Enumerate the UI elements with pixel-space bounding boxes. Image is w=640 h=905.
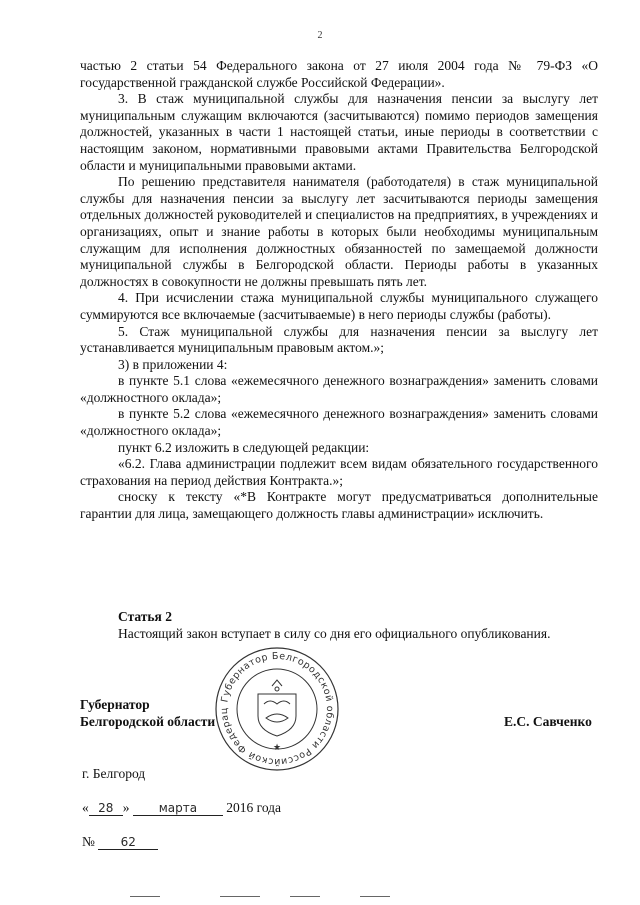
paragraph: в пункте 5.1 слова «ежемесячного денежного вознаграждения» заменить словами «должностного оклада»; <box>80 373 598 405</box>
paragraph: 4. При исчислении стажа муниципальной службы муниципального служащего суммируются все включаемые (засчитываемые) в него периоды службы (работы). <box>80 290 598 322</box>
page-number: 2 <box>317 30 323 41</box>
official-seal <box>214 646 340 772</box>
place-of-signing: г. Белгород <box>82 766 146 781</box>
coat-of-arms-icon <box>258 680 296 736</box>
signatory-title <box>80 696 215 730</box>
paragraph: 3. В стаж муниципальной службы для назначения пенсии за выслугу лет муниципальным служащим включаются (засчитываются) помимо периодов замещения должностей, указанных в части 1 настоящей статьи, иные периоды в соответствии с настоящим законом, нормативными правовыми актами Правительства Белгородской области и муниципальными правовыми актами. <box>80 91 598 173</box>
paragraph: сноску к тексту «*В Контракте могут предусматриваться дополнительные гарантии для лица, замещающего должность главы администрации» исключить. <box>80 489 598 522</box>
number-symbol: № <box>82 834 95 849</box>
article-2 <box>80 609 598 642</box>
date-year: 2016 года <box>226 800 282 815</box>
paragraph: 5. Стаж муниципальной службы для назначения пенсии за выслугу лет устанавливается муниципальным правовым актом.»; <box>80 323 598 356</box>
signatory-name: Е.С. Савченко <box>504 714 592 729</box>
number-value: 62 <box>98 835 158 850</box>
paragraph: пункт 6.2 изложить в следующей редакции: <box>118 439 370 455</box>
paragraph: 3) в приложении 4: <box>118 356 228 372</box>
law-body-text <box>80 58 598 523</box>
star-icon: ★ <box>272 743 282 753</box>
law-number <box>82 834 158 850</box>
paragraph: в пункте 5.2 слова «ежемесячного денежного вознаграждения» заменить словами «должностного оклада»; <box>80 406 598 439</box>
date-day: 28 <box>89 801 123 816</box>
paragraph: частью 2 статьи 54 Федерального закона от 27 июля 2004 года № 79-ФЗ «О государственной гражданской службе Российской Федерации». <box>80 58 598 90</box>
article-heading: Статья 2 <box>118 609 172 624</box>
footer-scan-marks <box>130 896 430 899</box>
seal-ring-text: Губернатор Белгородской области Российской Федерац <box>218 650 336 768</box>
date-line <box>82 800 281 816</box>
article-text: Настоящий закон вступает в силу со дня его официального опубликования. <box>118 625 551 641</box>
paragraph: По решению представителя нанимателя (работодателя) в стаж муниципальной службы для назначения пенсии за выслугу лет засчитываются периоды замещения отдельных должностей руководителей и специалистов на предприятиях, в учреждениях и организациях, опыт и знание работы в которых были необходимы муниципальным служащим для исполнения должностных обязанностей по замещаемой должности муниципальной службы в Белгородской области. Периоды работы в указанных должностях в совокупности не должны превышать пять лет. <box>80 174 598 289</box>
date-month: марта <box>133 801 223 816</box>
signatory-title-line: Белгородской области <box>80 714 216 729</box>
date-open-quote: « <box>82 800 89 815</box>
signatory-title-line: Губернатор <box>80 697 150 712</box>
paragraph: «6.2. Глава администрации подлежит всем видам обязательного государственного страхования на период действия Контракта.»; <box>80 456 598 488</box>
seal-image <box>214 646 340 772</box>
date-close-quote: » <box>122 800 130 815</box>
